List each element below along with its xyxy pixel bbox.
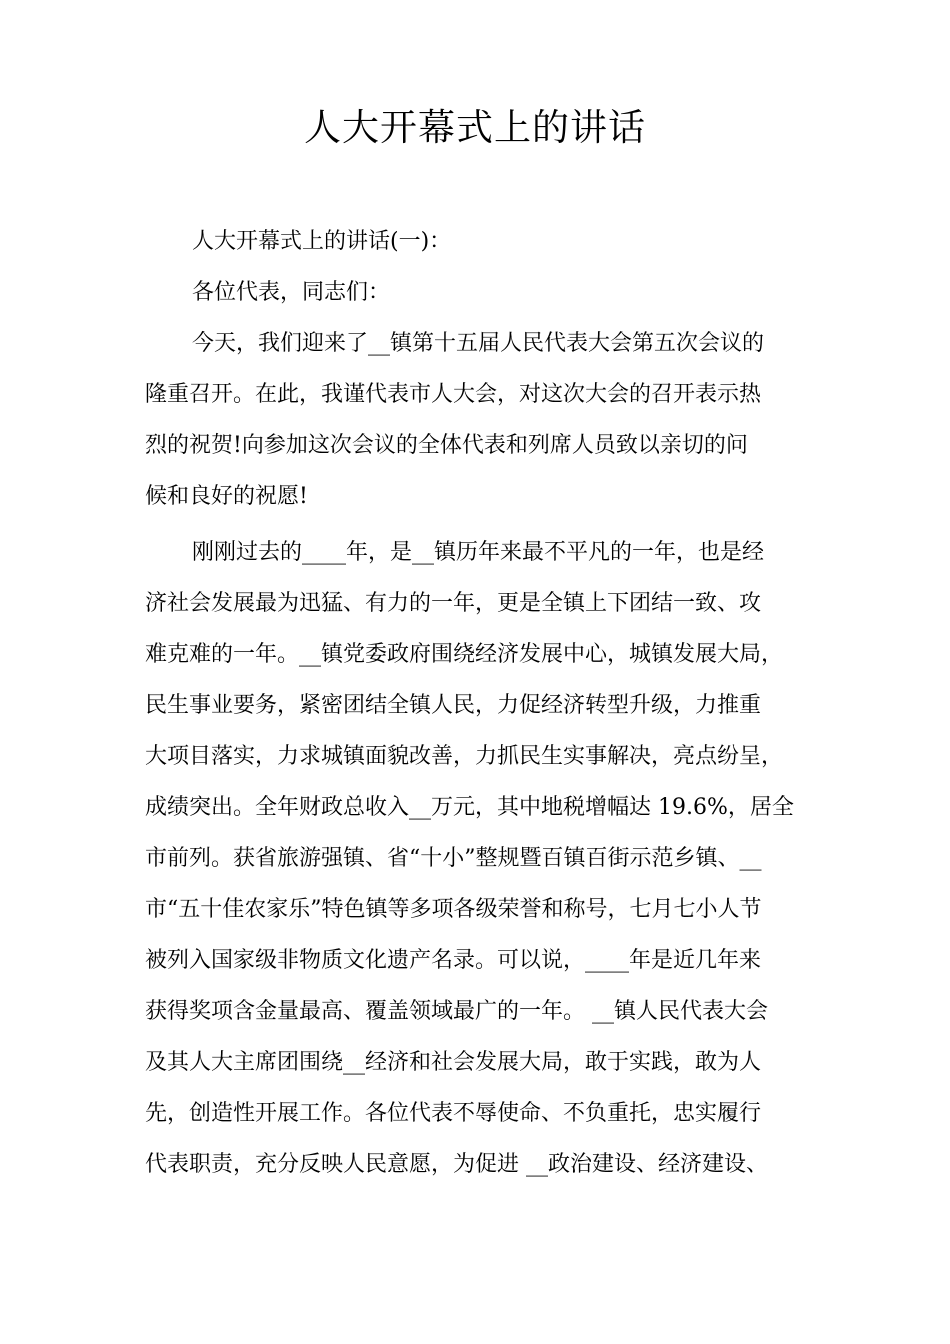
paragraph-line: 成绩突出。全年财政总收入__万元，其中地税增幅达 19.6%，居全 [145,795,794,820]
salutation: 各位代表，同志们： [192,280,391,305]
paragraph-line: 民生事业要务，紧密团结全镇人民，力促经济转型升级，力推重 [145,693,762,718]
paragraph-line: 刚刚过去的____年，是__镇历年来最不平凡的一年，也是经 [192,540,765,565]
paragraph-line: 市“五十佳农家乐”特色镇等多项各级荣誉和称号，七月七小人节 [145,897,762,922]
paragraph-line: 候和良好的祝愿! [145,484,308,509]
paragraph-line: 今天，我们迎来了__镇第十五届人民代表大会第五次会议的 [192,331,765,356]
paragraph-line: 难克难的一年。__镇党委政府围绕经济发展中心，城镇发展大局， [145,642,784,667]
paragraph-line: 获得奖项含金量最高、覆盖领域最广的一年。 __镇人民代表大会 [145,999,768,1024]
paragraph-line: 及其人大主席团围绕__经济和社会发展大局，敢于实践，敢为人 [145,1050,762,1075]
paragraph-line: 先，创造性开展工作。各位代表不辱使命、不负重托，忠实履行 [145,1101,762,1126]
paragraph-line: 济社会发展最为迅猛、有力的一年，更是全镇上下团结一致、攻 [145,591,762,616]
paragraph-line: 市前列。获省旅游强镇、省“十小”整规暨百镇百街示范乡镇、__ [145,846,762,871]
paragraph-line: 烈的祝贺!向参加这次会议的全体代表和列席人员致以亲切的问 [145,433,748,458]
section-heading: 人大开幕式上的讲话(一)： [192,229,452,254]
paragraph-line: 被列入国家级非物质文化遗产名录。可以说，____年是近几年来 [145,948,762,973]
paragraph-line: 代表职责，充分反映人民意愿，为促进 __政治建设、经济建设、 [145,1152,768,1177]
document-title: 人大开幕式上的讲话 [304,106,646,149]
document-body [145,216,815,1190]
paragraph-line: 隆重召开。在此，我谨代表市人大会，对这次大会的召开表示热 [145,382,762,407]
paragraph-line: 大项目落实，力求城镇面貌改善，力抓民生实事解决，亮点纷呈， [145,744,784,769]
